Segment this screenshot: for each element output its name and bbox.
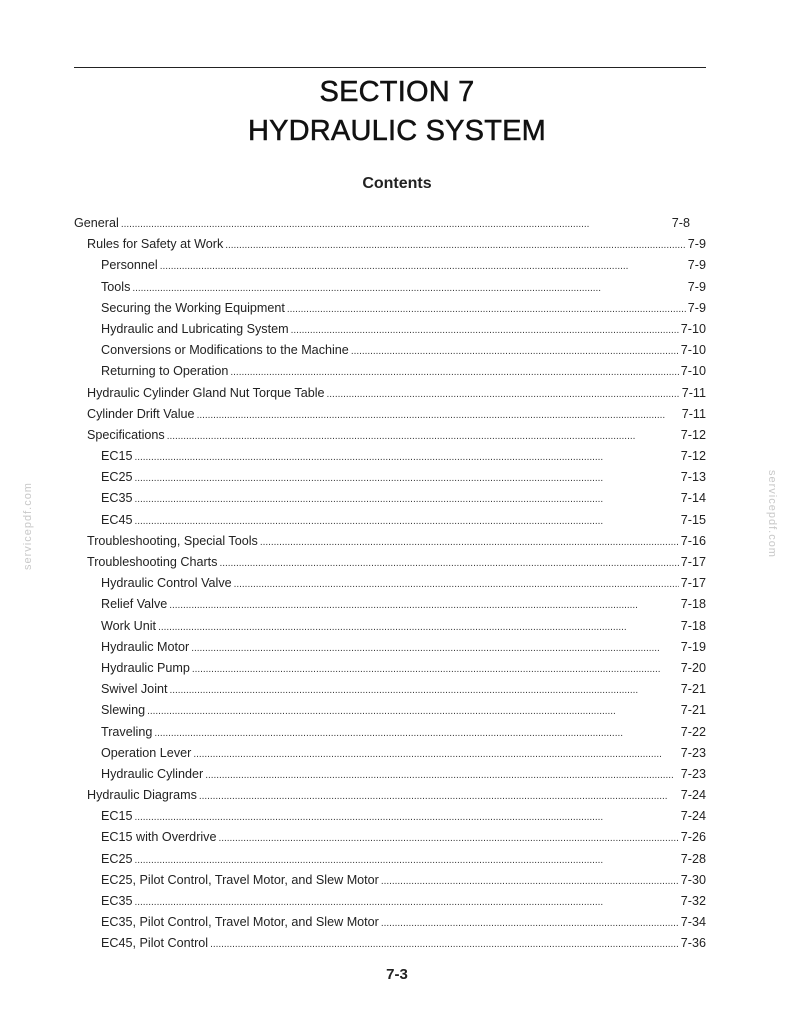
toc-entry-page: 7-12: [680, 449, 706, 464]
toc-entry-title: Specifications: [87, 427, 165, 442]
toc-entry: [74, 743, 706, 764]
watermark-right: servicepdf.com: [766, 470, 778, 558]
toc-dot-leader: [169, 595, 679, 616]
toc-dot-leader: [234, 574, 679, 595]
page-number: 7-3: [386, 966, 408, 983]
toc-entry: [74, 637, 706, 658]
toc-entry-page: 7-8: [671, 216, 690, 230]
toc-entry-title: EC25: [101, 851, 133, 866]
toc-entry-title: General: [74, 216, 119, 230]
toc-entry-title: Work Unit: [101, 618, 157, 633]
toc-entry: [74, 700, 706, 721]
toc-entry-title: Hydraulic Cylinder: [101, 766, 204, 781]
toc-dot-leader: [381, 913, 679, 934]
toc-entry-page: 7-10: [680, 364, 706, 379]
toc-entry-title: Hydraulic Diagrams: [87, 788, 197, 803]
toc-dot-leader: [135, 511, 679, 532]
toc-entry-title: EC35, Pilot Control, Travel Motor, and Slew Motor: [101, 915, 379, 930]
toc-entry: [74, 383, 706, 404]
toc-entry-page: 7-23: [680, 766, 706, 781]
toc-entry-page: 7-23: [680, 745, 706, 760]
toc-entry-page: 7-9: [687, 258, 706, 273]
toc-entry: [74, 679, 706, 700]
toc-entry-page: 7-24: [680, 788, 706, 803]
toc-entry: [74, 488, 706, 509]
toc-entry: [74, 722, 706, 743]
toc-entry-title: Cylinder Drift Value: [87, 406, 195, 421]
toc-dot-leader: [199, 786, 679, 807]
toc-dot-leader: [230, 362, 678, 383]
toc-entry-page: 7-26: [680, 830, 706, 845]
toc-dot-leader: [225, 235, 686, 256]
toc-entry: [74, 298, 706, 319]
toc-entry-page: 7-18: [680, 618, 706, 633]
toc-dot-leader: [167, 426, 679, 447]
toc-entry-page: 7-10: [680, 321, 706, 336]
toc-dot-leader: [132, 278, 685, 299]
toc-dot-leader: [351, 341, 679, 362]
toc-entry-page: 7-10: [680, 343, 706, 358]
toc-dot-leader: [135, 807, 679, 828]
toc-dot-leader: [219, 553, 678, 574]
toc-entry-title: EC15: [101, 809, 133, 824]
toc-entry-title: Hydraulic Control Valve: [101, 576, 232, 591]
toc-dot-leader: [135, 447, 679, 468]
toc-dot-leader: [191, 638, 679, 659]
toc-entry-page: 7-16: [680, 533, 706, 548]
toc-entry: [74, 849, 706, 870]
toc-entry-title: EC35: [101, 491, 133, 506]
toc-entry-page: 7-36: [680, 936, 706, 951]
toc-entry-title: Operation Lever: [101, 745, 192, 760]
toc-dot-leader: [197, 405, 680, 426]
toc-entry: [74, 912, 706, 933]
section-number: SECTION 7: [319, 76, 475, 108]
toc-entry: [74, 806, 706, 827]
toc-entry-title: Troubleshooting Charts: [87, 555, 218, 569]
toc-dot-leader: [287, 299, 686, 320]
toc-entry-page: 7-20: [680, 660, 706, 675]
toc-entry-page: 7-13: [680, 470, 706, 485]
toc-dot-leader: [154, 723, 678, 744]
toc-dot-leader: [205, 765, 679, 786]
section-title: HYDRAULIC SYSTEM: [247, 115, 547, 147]
toc-entry: [74, 616, 706, 637]
toc-entry: [74, 827, 706, 848]
toc-dot-leader: [192, 659, 679, 680]
toc-entry: [74, 933, 706, 954]
header-rule: [74, 67, 706, 68]
toc-dot-leader: [381, 871, 679, 892]
toc-entry-title: Conversions or Modifications to the Machine: [101, 343, 349, 358]
toc-entry-page: 7-22: [680, 724, 706, 739]
toc-dot-leader: [193, 744, 678, 765]
toc-dot-leader: [170, 680, 679, 701]
toc-entry: [74, 785, 706, 806]
toc-dot-leader: [210, 934, 679, 955]
toc-dot-leader: [260, 532, 679, 553]
toc-dot-leader: [291, 320, 679, 341]
toc-entry-title: EC45, Pilot Control: [101, 936, 209, 951]
toc-entry-page: 7-12: [680, 427, 706, 442]
toc-entry-page: 7-19: [680, 639, 706, 654]
toc-entry-page: 7-18: [680, 597, 706, 612]
toc-entry-page: 7-17: [680, 555, 706, 569]
toc-entry-title: Slewing: [101, 703, 146, 718]
toc-entry-page: 7-24: [680, 809, 706, 824]
toc-entry-title: Securing the Working Equipment: [101, 300, 285, 315]
toc-entry: [74, 277, 706, 298]
toc-entry-title: Hydraulic and Lubricating System: [101, 321, 289, 336]
toc-dot-leader: [158, 617, 679, 638]
toc-entry: [74, 255, 706, 276]
toc-dot-leader: [147, 701, 679, 722]
toc-entry-title: Hydraulic Motor: [101, 639, 190, 654]
toc-entry: [74, 319, 706, 340]
toc-entry-page: 7-11: [681, 385, 706, 400]
toc-entry-title: Swivel Joint: [101, 682, 168, 697]
toc-entry-page: 7-9: [687, 279, 706, 294]
toc-entry: [74, 510, 706, 531]
toc-entry-title: EC25: [101, 470, 133, 485]
toc-entry: [74, 361, 706, 382]
toc-entry-page: 7-17: [680, 576, 706, 591]
toc-dot-leader: [135, 489, 679, 510]
toc-dot-leader: [160, 256, 686, 277]
toc-entry-page: 7-11: [681, 406, 706, 421]
toc-entry-title: EC25, Pilot Control, Travel Motor, and Slew Motor: [101, 872, 379, 887]
toc-entry: [74, 891, 706, 912]
toc-entry-page: 7-32: [680, 894, 706, 908]
toc-dot-leader: [135, 892, 679, 913]
toc-entry: [74, 573, 706, 594]
toc-dot-leader: [327, 384, 680, 405]
toc-entry: [74, 658, 706, 679]
toc-entry-title: Tools: [101, 279, 131, 294]
toc-entry: [74, 594, 706, 615]
toc-entry-title: Hydraulic Pump: [101, 660, 190, 675]
toc-entry-page: 7-21: [680, 682, 706, 697]
toc-entry-title: Hydraulic Cylinder Gland Nut Torque Table: [87, 385, 325, 400]
toc-entry-title: EC45: [101, 512, 133, 527]
toc-entry: [74, 764, 706, 785]
toc-entry-page: 7-28: [680, 851, 706, 866]
toc-entry: [74, 467, 706, 488]
toc-entry: [74, 404, 706, 425]
toc-entry: [74, 425, 706, 446]
contents-heading: Contents: [362, 175, 432, 192]
toc-entry: [74, 552, 706, 573]
toc-entry-page: 7-34: [680, 915, 706, 930]
toc-entry: [74, 340, 706, 361]
toc-dot-leader: [135, 850, 679, 871]
toc-entry-title: EC35: [101, 894, 133, 908]
toc-entry-title: Relief Valve: [101, 597, 168, 612]
toc-entry: [74, 446, 706, 467]
toc-entry-page: 7-30: [680, 872, 706, 887]
watermark-left: servicepdf.com: [22, 482, 34, 570]
toc-entry-title: EC15 with Overdrive: [101, 830, 217, 845]
toc-dot-leader: [218, 828, 678, 849]
toc-entry: [74, 234, 706, 255]
toc-entry-page: 7-14: [680, 491, 706, 506]
toc-entry-title: Troubleshooting, Special Tools: [87, 533, 258, 548]
toc-entry-title: EC15: [101, 449, 133, 464]
toc-entry-title: Rules for Safety at Work: [87, 237, 224, 252]
toc-entry-title: Returning to Operation: [101, 364, 229, 379]
toc-entry-title: Traveling: [101, 724, 153, 739]
toc-entry: [74, 213, 706, 234]
toc-dot-leader: [121, 214, 670, 235]
toc-entry-page: 7-15: [680, 512, 706, 527]
toc-dot-leader: [135, 468, 679, 489]
toc-entry-page: 7-21: [680, 703, 706, 718]
table-of-contents: [74, 213, 706, 955]
toc-entry-page: 7-9: [687, 237, 706, 252]
toc-entry: [74, 531, 706, 552]
toc-entry-title: Personnel: [101, 258, 158, 273]
toc-entry: [74, 870, 706, 891]
toc-entry-page: 7-9: [687, 300, 706, 315]
